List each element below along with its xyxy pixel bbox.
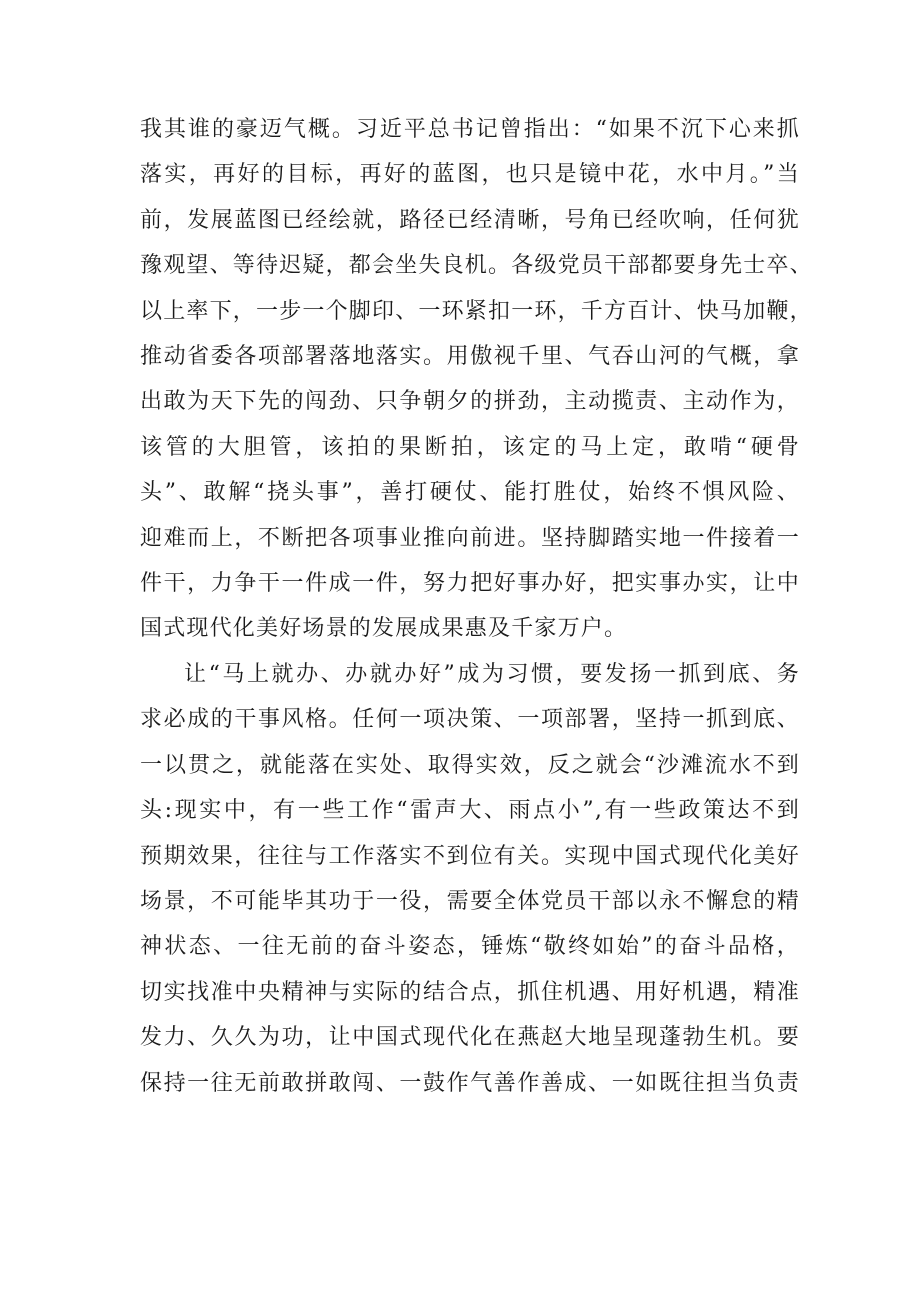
paragraph-1-continued: [140, 107, 813, 652]
text-line: 迎难而上，不断把各项事业推向前进。坚持脚踏实地一件接着一: [140, 525, 800, 551]
text-line: 我其谁的豪迈气概。习近平总书记曾指出：“如果不沉下心来抓: [140, 117, 800, 142]
text-line: 预期效果，往往与工作落实不到位有关。实现中国式现代化美好: [140, 843, 800, 869]
text-line: 切实找准中央精神与实际的结合点，抓住机遇、用好机遇，精准: [140, 979, 800, 1005]
text-line: 前，发展蓝图已经绘就，路径已经清晰，号角已经吹响，任何犹: [140, 207, 800, 233]
text-line: 国式现代化美好场景的发展成果惠及千家万户。: [140, 616, 628, 642]
text-line: 一以贯之，就能落在实处、取得实效，反之就会“沙滩流水不到: [140, 752, 800, 778]
text-line: 发力、久久为功，让中国式现代化在燕赵大地呈现蓬勃生机。要: [140, 1025, 800, 1051]
text-line: 头”、敢解“挠头事”，善打硬仗、能打胜仗，始终不惧风险、: [140, 480, 800, 506]
text-line: 以上率下，一步一个脚印、一环紧扣一环，千方百计、快马加鞭，: [140, 298, 813, 324]
text-line: 头:现实中，有一些工作“雷声大、雨点小”,有一些政策达不到: [140, 798, 800, 824]
text-line: 让“马上就办、办就办好”成为习惯，要发扬一抓到底、务: [184, 662, 800, 687]
text-line: 该管的大胆管，该拍的果断拍，该定的马上定，敢啃“硬骨: [140, 434, 800, 460]
text-line: 求必成的干事风格。任何一项决策、一项部署，坚持一抓到底、: [140, 707, 800, 733]
text-line: 出敢为天下先的闯劲、只争朝夕的拼劲，主动揽责、主动作为，: [140, 389, 800, 415]
text-line: 落实，再好的目标，再好的蓝图，也只是镜中花，水中月。”当: [140, 162, 800, 188]
text-line: 神状态、一往无前的奋斗姿态，锤炼“敬终如始”的奋斗品格，: [140, 934, 800, 960]
text-line: 推动省委各项部署落地落实。用傲视千里、气吞山河的气概，拿: [140, 343, 800, 369]
text-line: 件干，力争干一件成一件，努力把好事办好，把实事办实，让中: [140, 570, 800, 596]
text-line: 豫观望、等待迟疑，都会坐失良机。各级党员干部都要身先士卒、: [140, 253, 813, 279]
text-line: 场景，不可能毕其功于一役，需要全体党员干部以永不懈怠的精: [140, 888, 800, 914]
paragraph-2: [140, 652, 800, 1106]
text-line: 保持一往无前敢拼敢闯、一鼓作气善作善成、一如既往担当负责: [140, 1070, 800, 1096]
